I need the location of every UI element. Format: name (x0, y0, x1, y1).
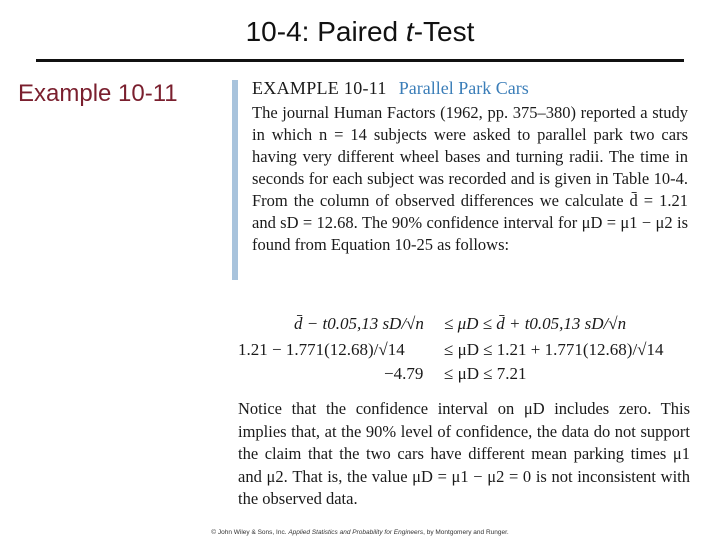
slide-title (0, 16, 720, 48)
slide-title-post: -Test (413, 16, 475, 47)
example-subtitle: Parallel Park Cars (398, 78, 529, 98)
equation-line-3-left: −4.79 (384, 364, 424, 383)
slide-title-italic: t (405, 16, 414, 47)
footer-post: , by Montgomery and Runger. (423, 529, 509, 536)
example-header (252, 78, 529, 99)
example-tag: EXAMPLE 10-11 (252, 78, 387, 98)
conclusion-paragraph: Notice that the confidence interval on μD includes zero. This implies that, at the 90% level of confidence, the data do not support the claim that the two cars have different mean parking times μ1 and μ2. That is, the value μD = μ1 − μ2 = 0 is not inconsistent with the observed data. (238, 399, 690, 508)
title-divider (36, 59, 684, 62)
equation-line-1-left: d̄ − t0.05,13 sD/√n (294, 314, 424, 333)
footer-pre: © John Wiley & Sons, Inc. (211, 529, 289, 536)
example-label: Example 10-11 (18, 80, 178, 107)
example-accent-bar (232, 80, 238, 280)
equation-line-3-right: ≤ μD ≤ 7.21 (444, 364, 527, 383)
footer-book-title: Applied Statistics and Probability for Engineers (288, 529, 424, 536)
slide-title-pre: 10-4: Paired (245, 16, 406, 47)
copyright-footer (0, 529, 720, 536)
equation-line-2-right: ≤ μD ≤ 1.21 + 1.771(12.68)/√14 (444, 340, 664, 359)
equation-line-2-left: 1.21 − 1.771(12.68)/√14 (238, 340, 405, 359)
example-paragraph: The journal Human Factors (1962, pp. 375–380) reported a study in which n = 14 subjects were asked to parallel park two cars having very different wheel bases and turning radii. The time in seconds for each subject was recorded and is given in Table 10-4. From the column of observed differences we calculate d̄ = 1.21 and sD = 12.68. The 90% confidence interval for μD = μ1 − μ2 is found from Equation 10-25 as follows: (252, 103, 688, 254)
equation-line-1-right: ≤ μD ≤ d̄ + t0.05,13 sD/√n (444, 314, 627, 333)
